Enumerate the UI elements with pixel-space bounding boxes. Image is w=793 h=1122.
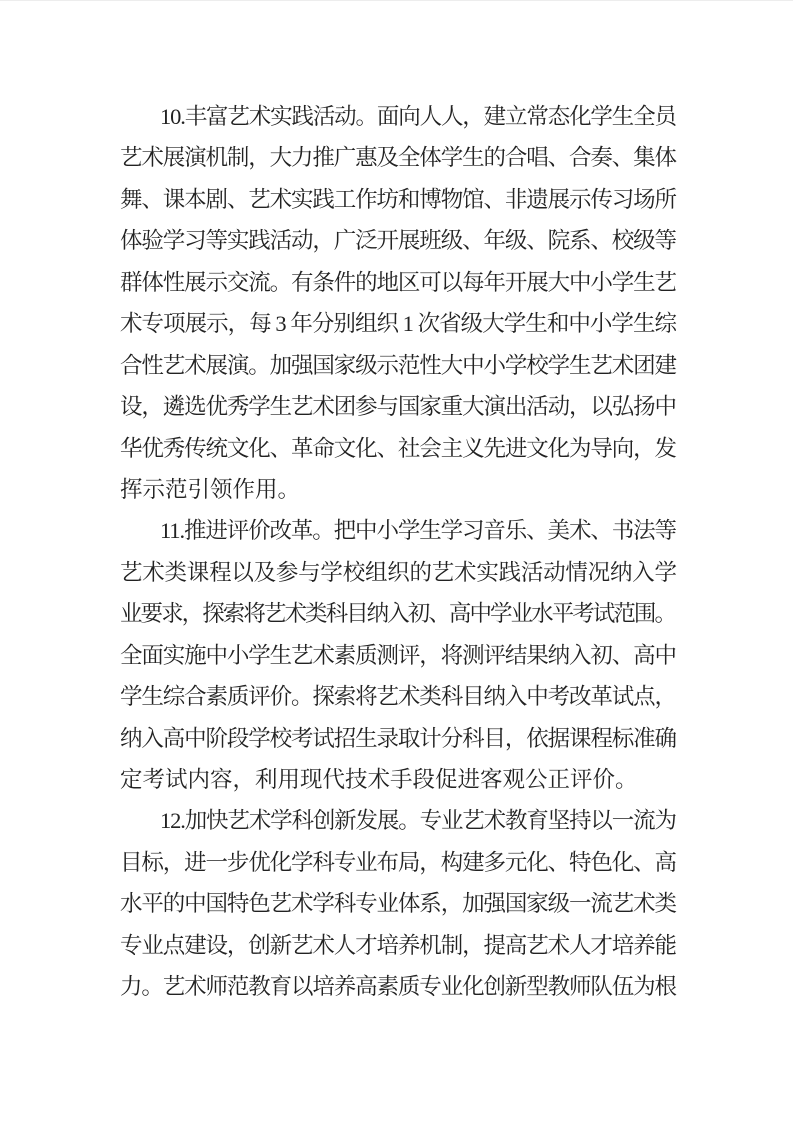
line-text: 专业点建设，创新艺术人才培养机制，提高艺术人才培养能 (120, 932, 676, 958)
line-text: 目标，进一步优化学科专业布局，构建多元化、特色化、高 (120, 849, 676, 875)
text-line (120, 96, 677, 137)
line-text: 全面实施中小学生艺术素质测评，将测评结果纳入初、高中 (120, 642, 676, 668)
text-line (120, 966, 677, 1007)
line-text: 10.丰富艺术实践活动。面向人人，建立常态化学生全员 (160, 104, 676, 129)
line-text: 艺术展演机制，大力推广惠及全体学生的合唱、合奏、集体 (120, 145, 676, 171)
text-line (120, 303, 677, 344)
line-text: 体验学习等实践活动，广泛开展班级、年级、院系、校级等 (120, 228, 676, 254)
paragraph-12 (120, 800, 677, 1007)
text-line (120, 718, 677, 759)
text-line (120, 842, 677, 883)
text-line (120, 137, 677, 178)
text-line (120, 593, 677, 634)
text-line (120, 759, 677, 800)
text-line (120, 552, 677, 593)
text-line (120, 883, 677, 924)
line-text: 业要求，探索将艺术类科目纳入初、高中学业水平考试范围。 (120, 601, 676, 627)
line-text: 术专项展示，每 3 年分别组织 1 次省级大学生和中小学生综 (120, 311, 677, 337)
line-text: 群体性展示交流。有条件的地区可以每年开展大中小学生艺 (120, 269, 676, 295)
line-text: 舞、课本剧、艺术实践工作坊和博物馆、非遗展示传习场所 (120, 186, 676, 212)
line-text: 合性艺术展演。加强国家级示范性大中小学校学生艺术团建 (120, 352, 676, 378)
line-text: 华优秀传统文化、革命文化、社会主义先进文化为导向，发 (120, 435, 676, 461)
text-line (120, 220, 677, 261)
paragraph-11 (120, 510, 677, 800)
line-text: 力。艺术师范教育以培养高素质专业化创新型教师队伍为根 (120, 974, 676, 1000)
line-text: 12.加快艺术学科创新发展。专业艺术教育坚持以一流为 (160, 808, 676, 834)
line-text: 水平的中国特色艺术学科专业体系，加强国家级一流艺术类 (120, 891, 676, 917)
text-line (120, 676, 677, 717)
line-text: 挥示范引领作用。 (120, 476, 301, 502)
text-line (120, 635, 677, 676)
document-content (120, 96, 677, 1008)
text-line (120, 262, 677, 303)
line-text: 定考试内容，利用现代技术手段促进客观公正评价。 (120, 767, 638, 792)
paragraph-10 (120, 96, 677, 510)
text-line (120, 345, 677, 386)
line-text: 学生综合素质评价。探索将艺术类科目纳入中考改革试点， (120, 684, 676, 710)
text-line (120, 469, 677, 510)
text-line (120, 428, 677, 469)
line-text: 纳入高中阶段学校考试招生录取计分科目，依据课程标准确 (120, 725, 676, 751)
text-line (120, 800, 677, 841)
text-line (120, 925, 677, 966)
text-line (120, 510, 677, 551)
line-text: 设，遴选优秀学生艺术团参与国家重大演出活动，以弘扬中 (120, 394, 676, 420)
text-line (120, 386, 677, 427)
text-line (120, 179, 677, 220)
line-text: 11.推进评价改革。把中小学生学习音乐、美术、书法等 (160, 518, 676, 544)
line-text: 艺术类课程以及参与学校组织的艺术实践活动情况纳入学 (120, 559, 677, 585)
